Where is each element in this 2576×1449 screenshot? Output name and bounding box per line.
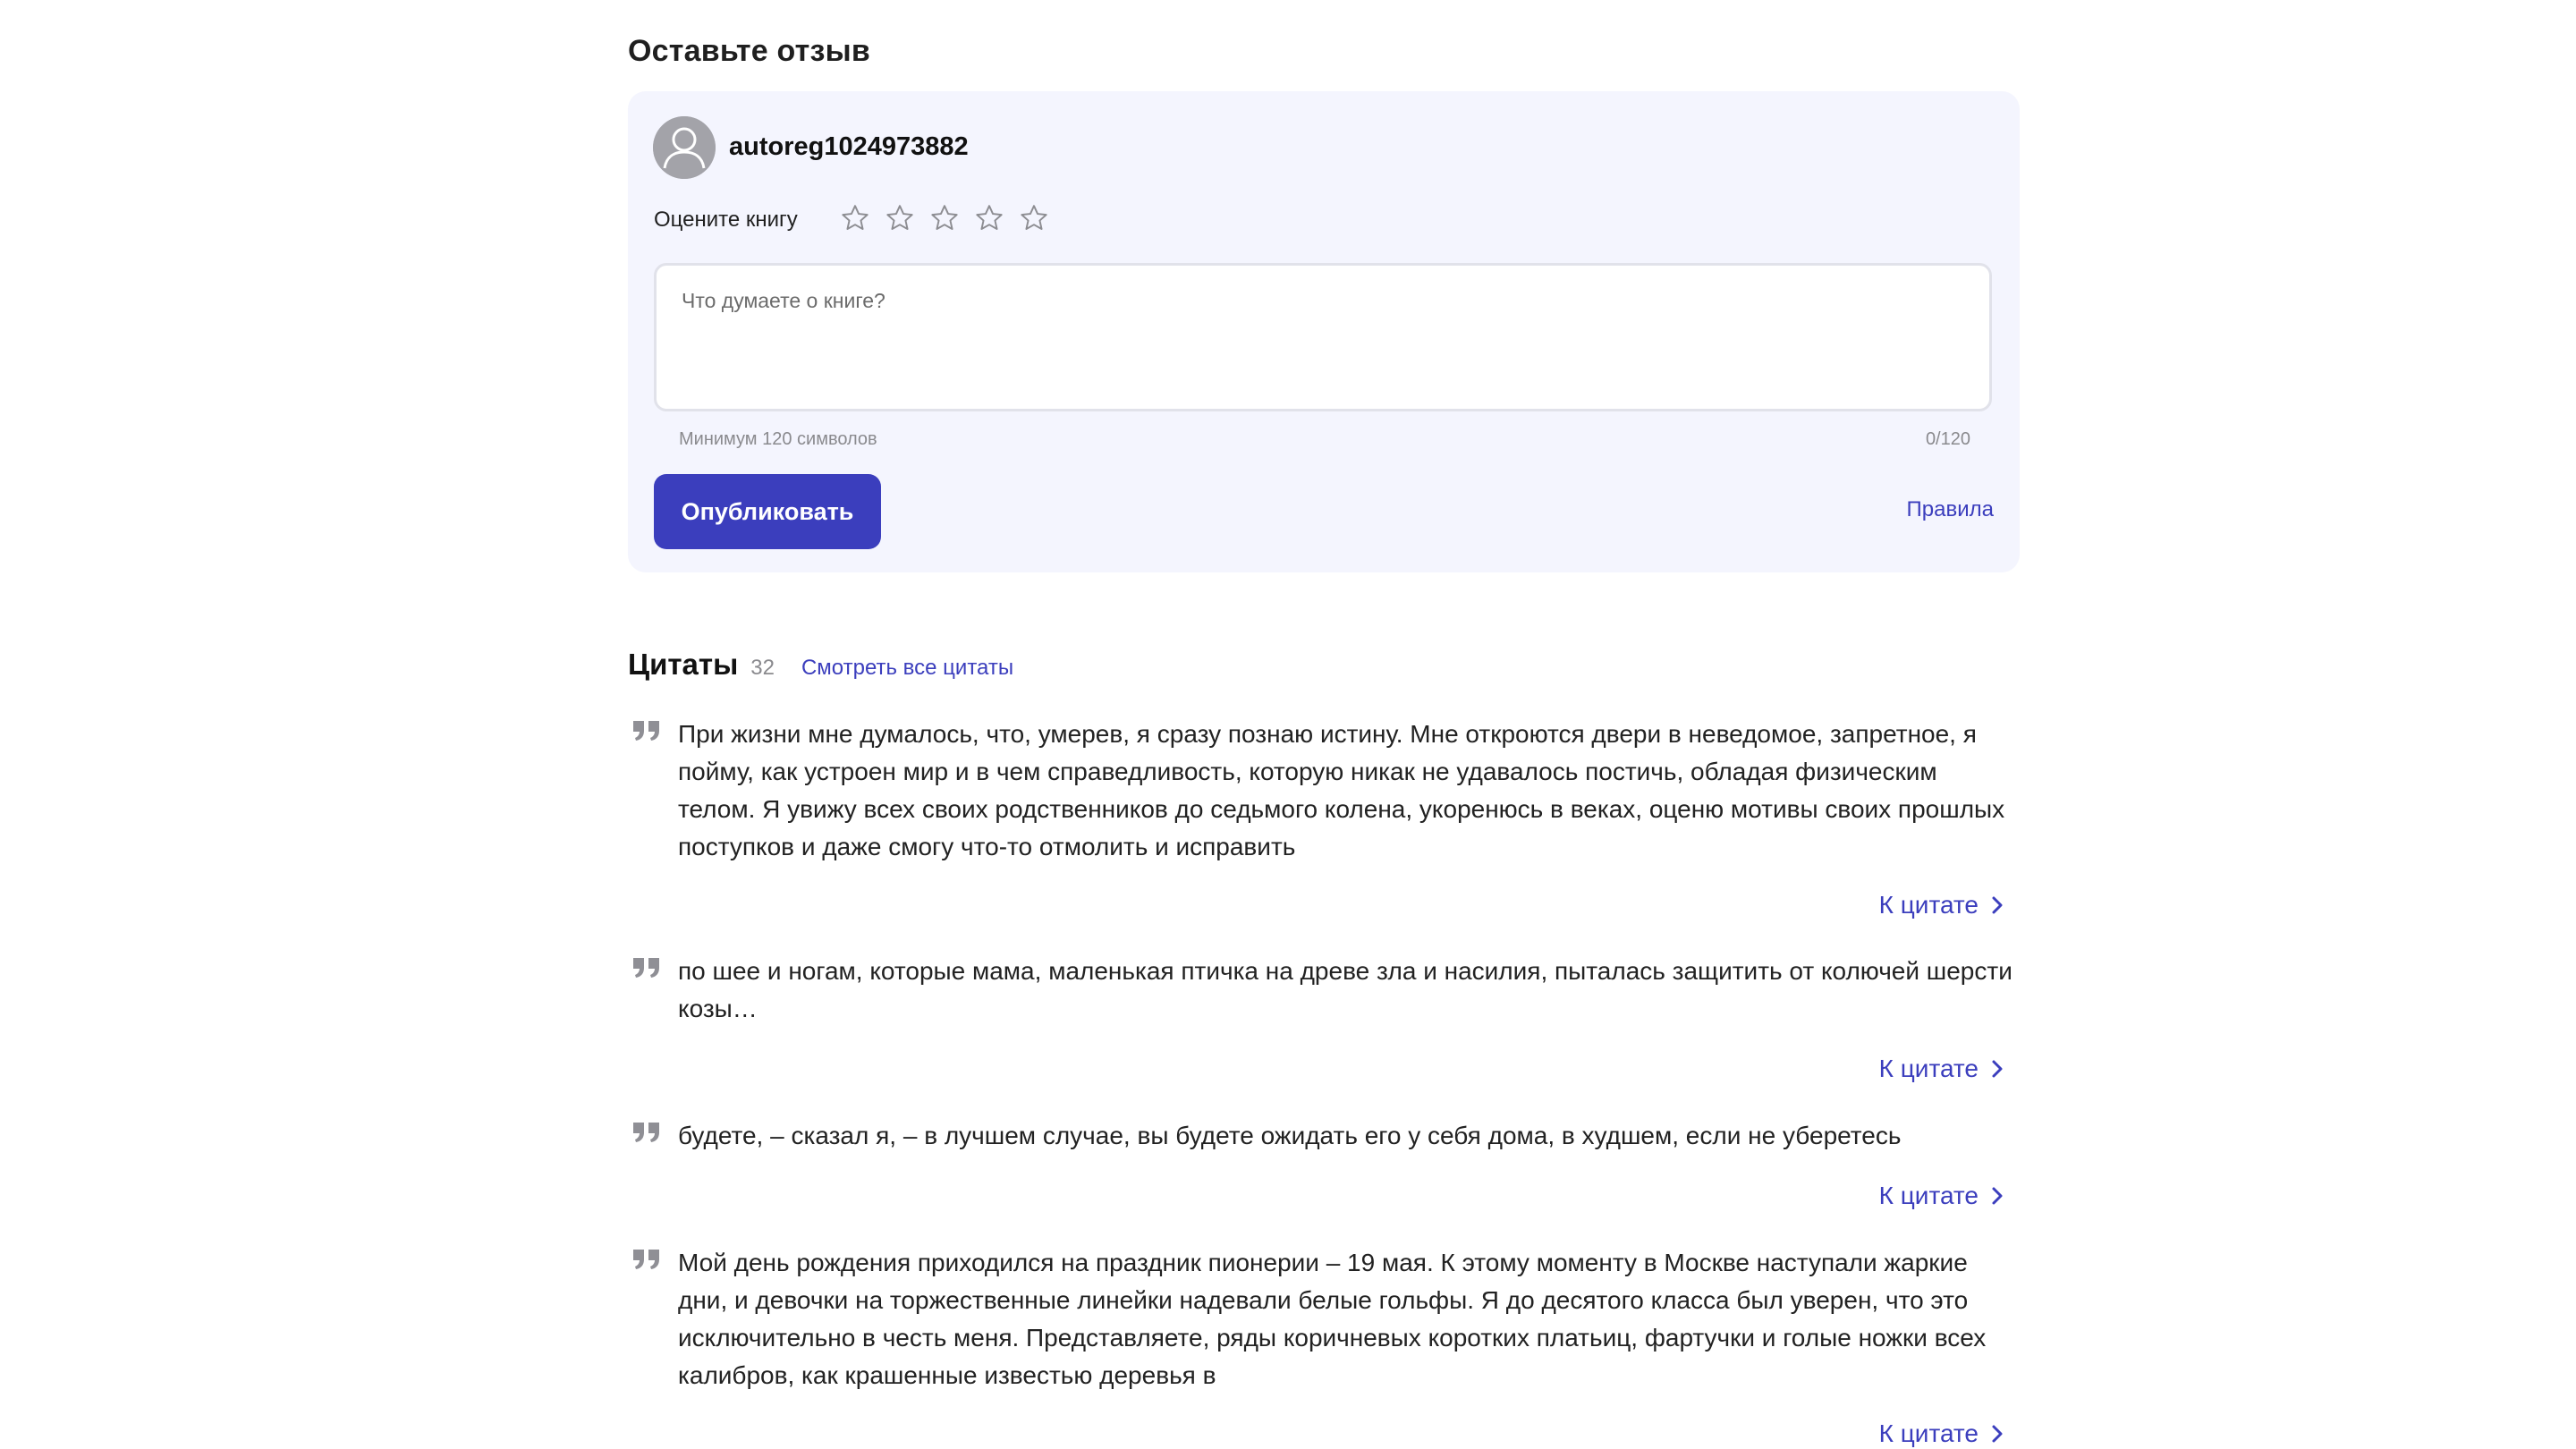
quote-mark-icon: [631, 719, 662, 742]
quote-text: При жизни мне думалось, что, умерев, я сразу познаю истину. Мне откроются двери в неведомое, запретное, я пойму, как устроен мир и в чем справедливость, которую никак не удавалось постичь, обладая физическим телом. Я увижу всех своих родственников до седьмого колена, укоренюсь в веках, оценю мотивы своих прошлых поступков и даже смогу что-то отмолить и исправить: [678, 720, 2005, 860]
star-4-icon[interactable]: [970, 199, 1009, 238]
username: autoreg1024973882: [729, 132, 969, 161]
quotes-header: [628, 648, 1013, 682]
quote-mark-icon: [631, 956, 662, 979]
chevron-right-icon: [1991, 1424, 2004, 1444]
rules-link[interactable]: Правила: [1906, 497, 1994, 521]
review-section-title: Оставьте отзыв: [628, 34, 870, 68]
quote-text: по шее и ногам, которые мама, маленькая птичка на древе зла и насилия, пыталась защитить от колючей шерсти козы…: [678, 957, 2012, 1022]
star-rating[interactable]: [835, 199, 1054, 238]
quotes-title: Цитаты: [628, 648, 739, 681]
to-quote-link[interactable]: [1879, 1055, 2004, 1083]
see-all-quotes-link[interactable]: Смотреть все цитаты: [801, 656, 1014, 680]
star-5-icon[interactable]: [1014, 199, 1054, 238]
user-avatar-icon: [653, 116, 716, 179]
publish-button[interactable]: Опубликовать: [654, 474, 881, 549]
chevron-right-icon: [1991, 1186, 2004, 1206]
quotes-count: 32: [750, 656, 775, 680]
quote-text: Мой день рождения приходился на праздник пионерии – 19 мая. К этому моменту в Москве наступали жаркие дни, и девочки на торжественные линейки надевали белые гольфы. Я до десятого класса был уверен, что это исключительно в честь меня. Представляете, ряды коричневых коротких платьиц, фартучки и голые ножки всех калибров, как крашенные известью деревья в: [678, 1249, 1987, 1389]
star-2-icon[interactable]: [880, 199, 919, 238]
quote-mark-icon: [631, 1248, 662, 1271]
to-quote-link[interactable]: [1879, 1419, 2004, 1448]
char-counter: 0/120: [1925, 429, 1970, 449]
star-1-icon[interactable]: [835, 199, 875, 238]
quote-text: будете, – сказал я, – в лучшем случае, вы будете ожидать его у себя дома, в худшем, если не уберетесь: [678, 1122, 1902, 1149]
to-quote-label: К цитате: [1878, 1055, 1979, 1082]
avatar: [653, 116, 716, 179]
to-quote-label: К цитате: [1878, 1182, 1979, 1209]
review-form-card: [628, 91, 2020, 572]
to-quote-link[interactable]: [1879, 1182, 2004, 1210]
star-3-icon[interactable]: [925, 199, 964, 238]
to-quote-label: К цитате: [1878, 1419, 1979, 1447]
to-quote-link[interactable]: [1879, 891, 2004, 919]
quote-mark-icon: [631, 1121, 662, 1144]
rate-book-label: Оцените книгу: [654, 208, 798, 232]
chevron-right-icon: [1991, 1059, 2004, 1079]
min-length-hint: Минимум 120 символов: [679, 429, 877, 449]
review-textarea[interactable]: [654, 263, 1992, 411]
to-quote-label: К цитате: [1878, 891, 1979, 919]
chevron-right-icon: [1991, 895, 2004, 915]
